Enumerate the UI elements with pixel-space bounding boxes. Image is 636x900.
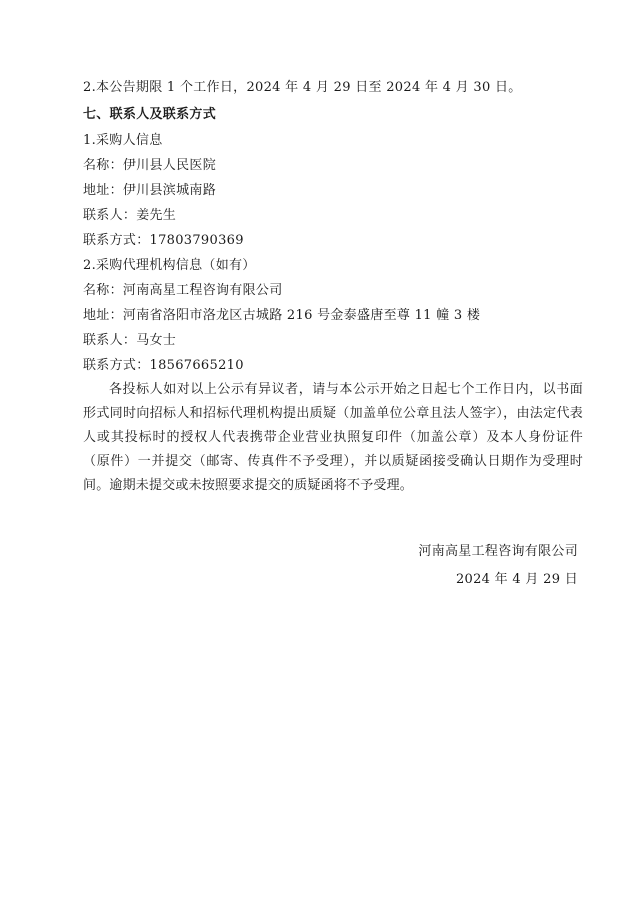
agency-name: 名称：河南高星工程咨询有限公司 bbox=[83, 283, 283, 298]
notice-period-line: 2.本公告期限 1 个工作日，2024 年 4 月 29 日至 2024 年 4 月 30 日。 bbox=[83, 80, 522, 95]
agency-contact-person: 联系人：马女士 bbox=[83, 333, 177, 348]
section-title: 七、联系人及联系方式 bbox=[83, 107, 217, 122]
purchaser-contact-phone: 联系方式：17803790369 bbox=[83, 233, 244, 248]
signature-company: 河南高星工程咨询有限公司 bbox=[418, 544, 578, 559]
agency-address: 地址：河南省洛阳市洛龙区古城路 216 号金泰盛唐至尊 11 幢 3 楼 bbox=[83, 308, 481, 323]
agency-heading: 2.采购代理机构信息（如有） bbox=[83, 258, 256, 273]
purchaser-name: 名称：伊川县人民医院 bbox=[83, 158, 217, 173]
agency-contact-phone: 联系方式：18567665210 bbox=[83, 358, 244, 373]
purchaser-address: 地址：伊川县滨城南路 bbox=[83, 183, 217, 198]
purchaser-heading: 1.采购人信息 bbox=[83, 133, 163, 148]
purchaser-contact-person: 联系人：姜先生 bbox=[83, 208, 177, 223]
objection-paragraph: 各投标人如对以上公示有异议者，请与本公示开始之日起七个工作日内，以书面形式同时向招标人和招标代理机构提出质疑（加盖单位公章且法人签字），由法定代表人或其投标时的授权人代表携带企业营业执照复印件（加盖公章）及本人身份证件（原件）一并提交（邮寄、传真件不予受理），并以质疑函接受确认日期作为受理时间。逾期未提交或未按照要求提交的质疑函将不予受理。 bbox=[83, 382, 583, 493]
signature-date: 2024 年 4 月 29 日 bbox=[455, 572, 578, 587]
